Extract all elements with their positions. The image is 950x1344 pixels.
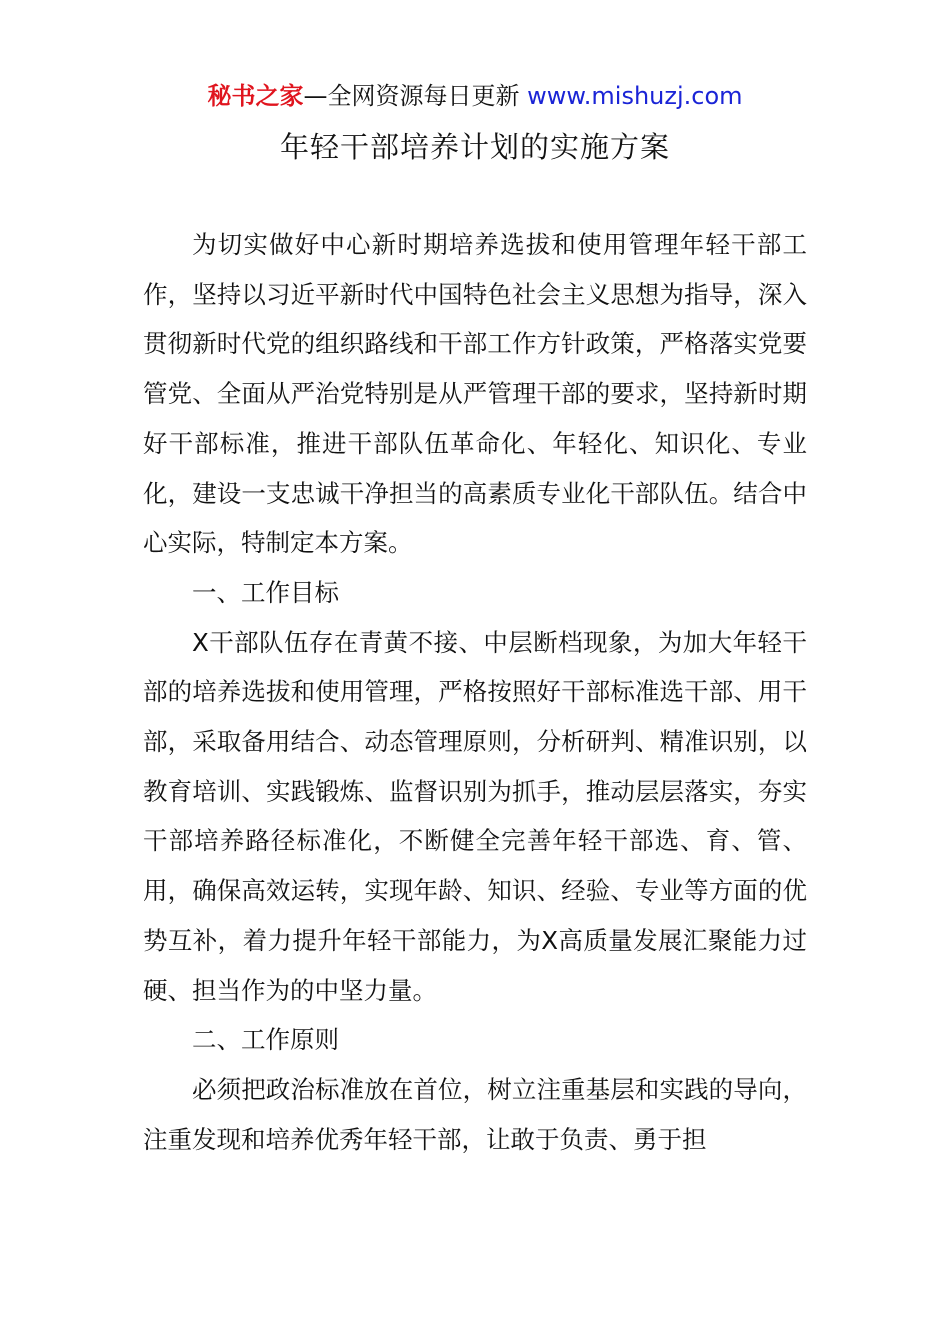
principles-paragraph: 必须把政治标准放在首位，树立注重基层和实践的导向，注重发现和培养优秀年轻干部，让敢于负责、勇于担: [143, 1074, 807, 1154]
brand-name: 秘书之家: [207, 82, 304, 110]
intro-paragraph: 为切实做好中心新时期培养选拔和使用管理年轻干部工作，坚持以习近平新时代中国特色社会主义思想为指导，深入贯彻新时代党的组织路线和干部工作方针政策，严格落实党要管党、全面从严治党特别是从严管理干部的要求，坚持新时期好干部标准，推进干部队伍革命化、年轻化、知识化、专业化，建设一支忠诚干净担当的高素质专业化干部队伍。结合中心实际，特制定本方案。: [143, 230, 807, 558]
goals-paragraph: X干部队伍存在青黄不接、中层断档现象，为加大年轻干部的培养选拔和使用管理，严格按照好干部标准选干部、用干部，采取备用结合、动态管理原则，分析研判、精准识别，以教育培训、实践锻炼、监督识别为抓手，推动层层落实，夯实干部培养路径标准化，不断健全完善年轻干部选、育、管、用，确保高效运转，实现年龄、知识、经验、专业等方面的优势互补，着力提升年轻干部能力，为X高质量发展汇聚能力过硬、担当作为的中坚力量。: [143, 627, 807, 1005]
header-slogan: —全网资源每日更新: [303, 82, 528, 110]
section-heading-goals: 一、工作目标: [192, 577, 339, 607]
site-header: [0, 80, 950, 112]
document-title: 年轻干部培养计划的实施方案: [279, 130, 670, 164]
section-heading-principles: 二、工作原则: [192, 1025, 339, 1055]
document-body: [143, 220, 807, 1164]
site-url-link[interactable]: www.mishuzj.com: [527, 82, 743, 110]
